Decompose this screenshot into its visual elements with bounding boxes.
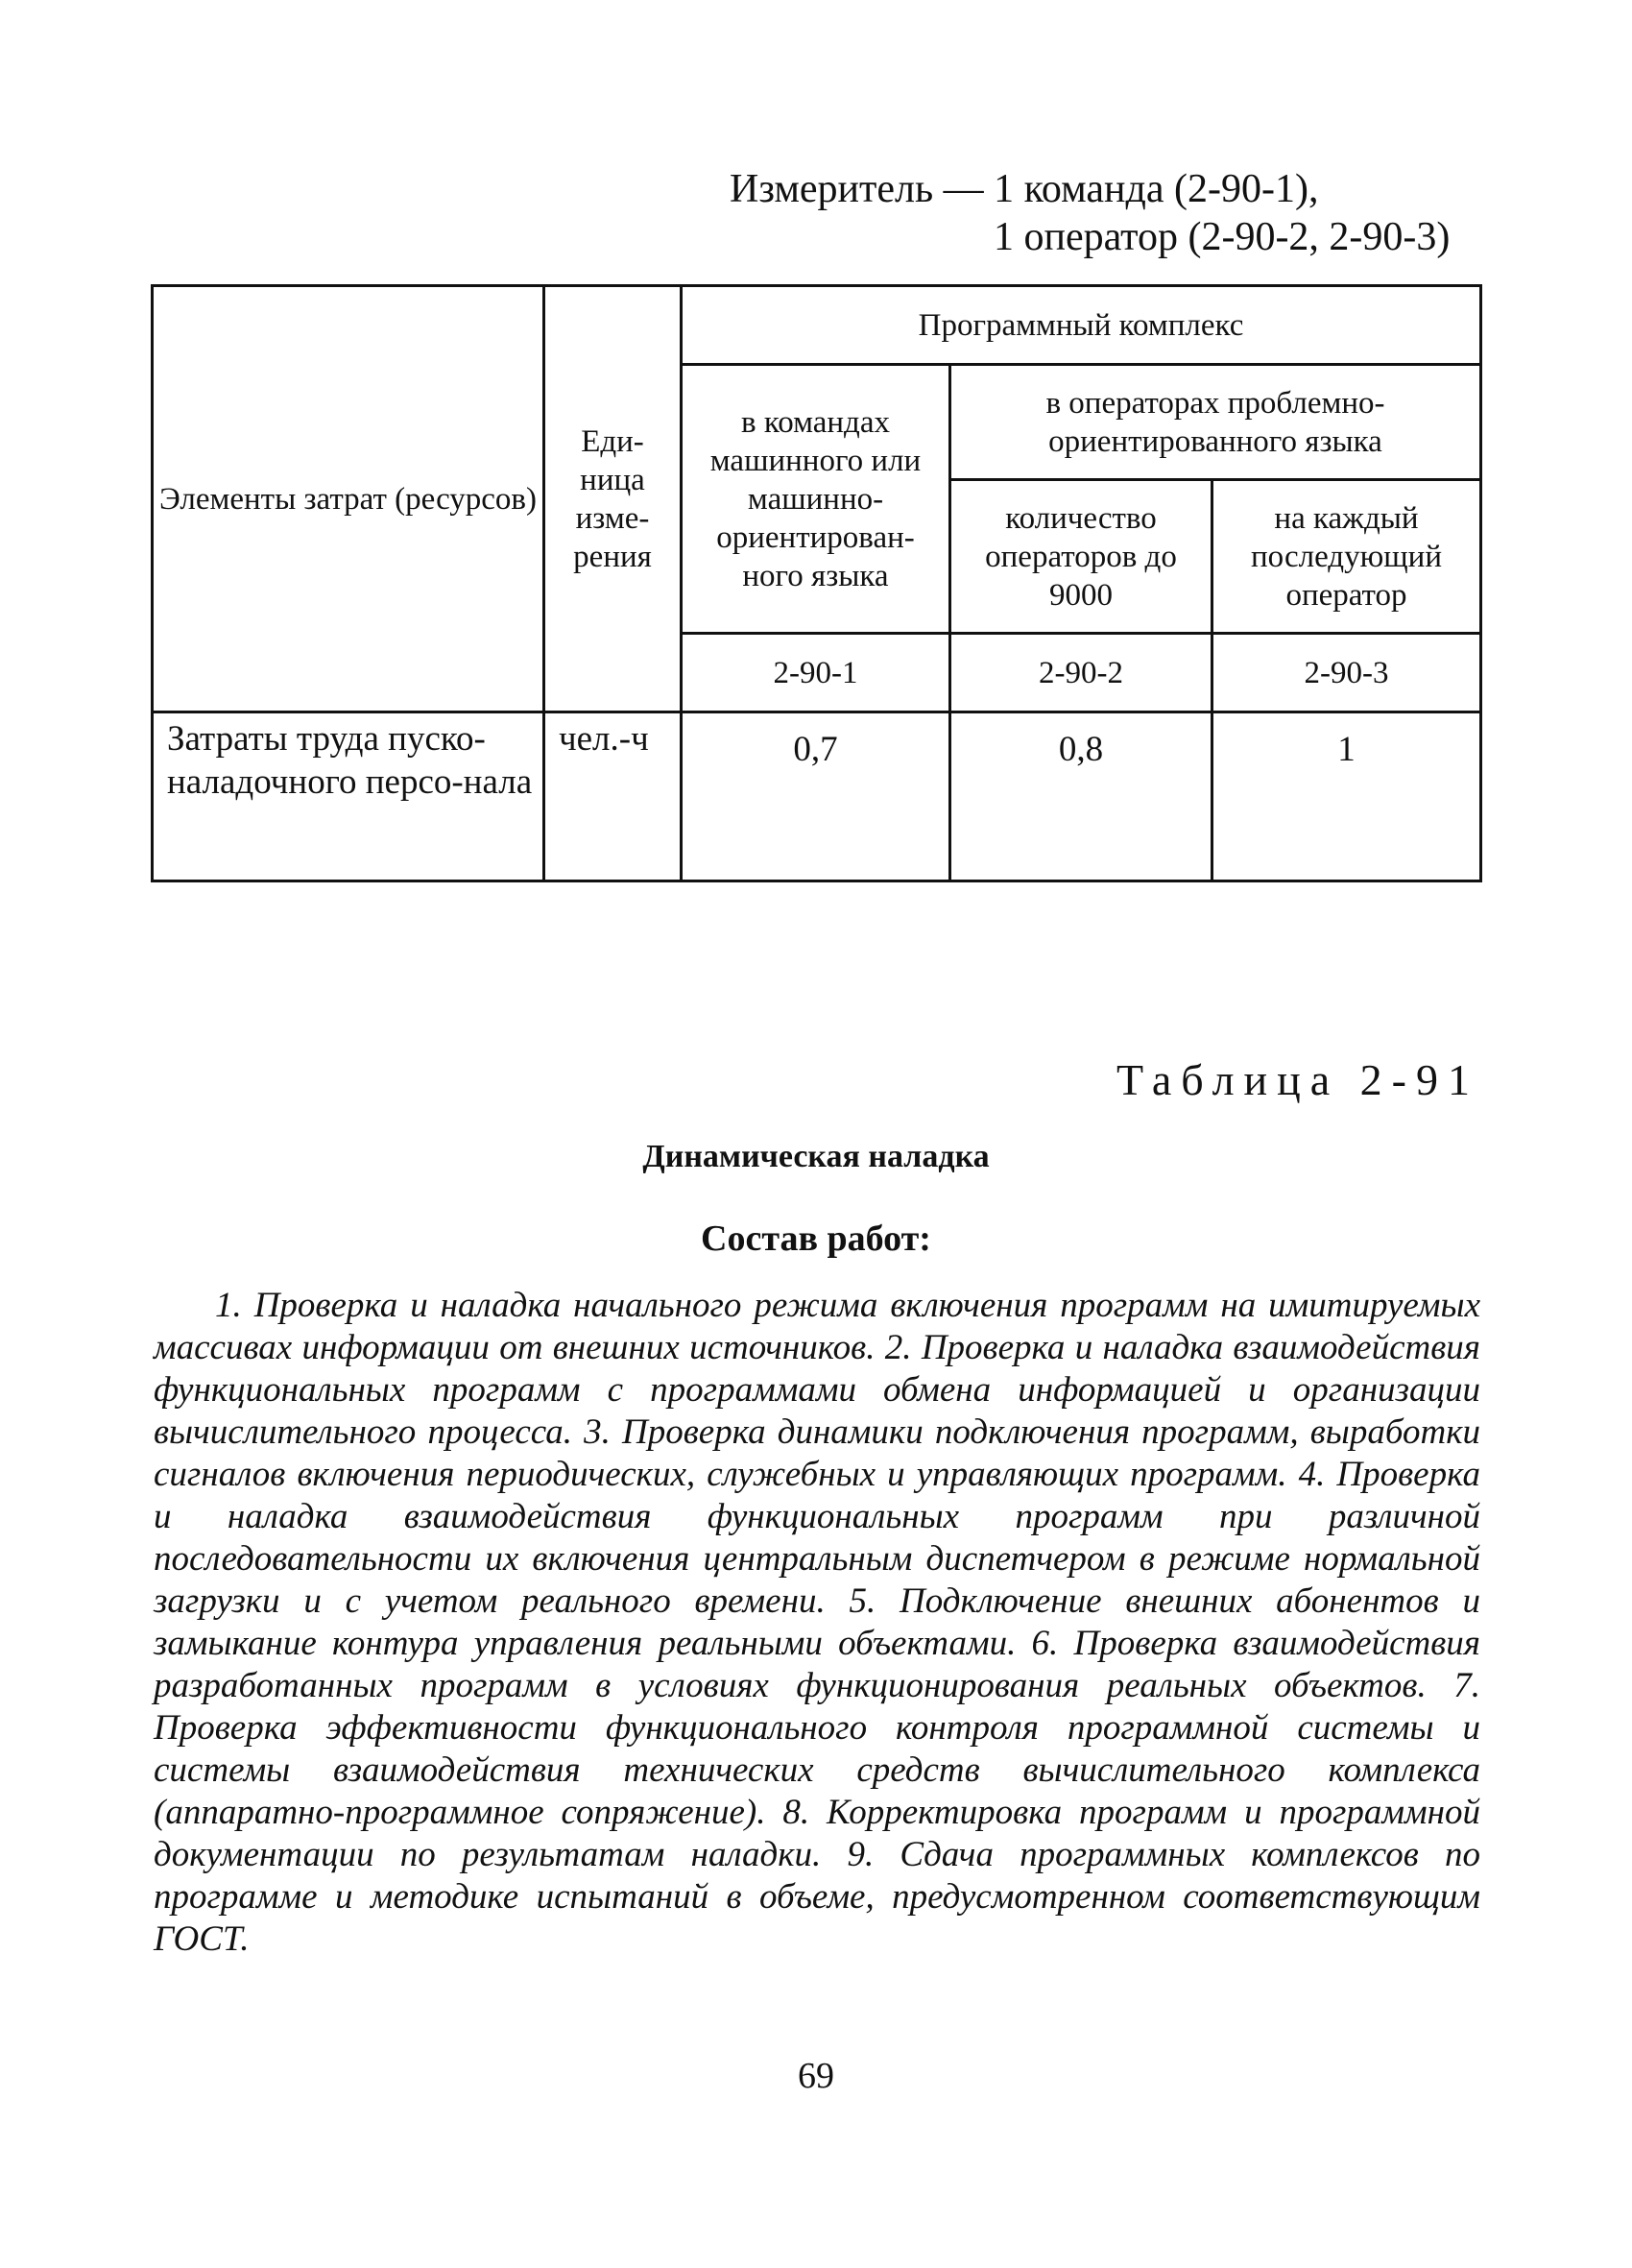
section-title: Динамическая наладка <box>642 1139 990 1174</box>
header-operators: в операторах проблемно-ориентированного языка <box>950 365 1481 480</box>
page-number: 69 <box>798 2056 834 2096</box>
code-cell: 2-90-2 <box>950 634 1212 712</box>
meter-line-2: 1 оператор (2-90-2, 2-90-3) <box>994 215 1451 259</box>
value-cell: 0,7 <box>682 712 950 881</box>
header-machine-lang: в командах машинного или машинно-ориентирован-ного языка <box>682 365 950 634</box>
table-number: Таблица 2-91 <box>1116 1055 1479 1104</box>
header-count: количество операторов до 9000 <box>950 480 1212 634</box>
row-unit: чел.-ч <box>544 712 682 881</box>
header-unit: Еди-ница изме-рения <box>544 286 682 712</box>
row-element: Затраты труда пуско-наладочного персо-нала <box>153 712 544 881</box>
resource-table <box>151 284 1482 882</box>
header-complex: Программный комплекс <box>682 286 1481 365</box>
header-elements: Элементы затрат (ресурсов) <box>153 286 544 712</box>
meter-line-1: Измеритель — 1 команда (2-90-1), <box>730 167 1319 211</box>
header-each: на каждый последующий оператор <box>1212 480 1481 634</box>
section-subtitle: Состав работ: <box>701 1218 931 1259</box>
works-paragraph: 1. Проверка и наладка начального режима включения программ на имитируемых массивах информации от внешних источников. 2. Проверка и наладка взаимодействия функциональных программ с программами обмена информацией и организации вычислительного процесса. 3. Проверка динамики подключения программ, выработки сигналов включения периодических, служебных и управляющих программ. 4. Проверка и наладка взаимодействия функциональных программ при различной последовательности их включения центральным диспетчером в режиме нормальной загрузки и с учетом реального времени. 5. Подключение внешних абонентов и замыкание контура управления реальными объектами. 6. Проверка взаимодействия разработанных программ в условиях функционирования реальных объектов. 7. Проверка эффективности функционального контроля программной системы и системы взаимодействия технических средств вычислительного комплекса (аппаратно-программное сопряжение). 8. Корректировка программ и программной документации по результатам наладки. 9. Сдача программных комплексов по программе и методике испытаний в объеме, предусмотренном соответствующим ГОСТ. <box>154 1286 1480 1959</box>
value-cell: 0,8 <box>950 712 1212 881</box>
meter-note <box>730 165 1488 261</box>
value-cell: 1 <box>1212 712 1481 881</box>
code-cell: 2-90-1 <box>682 634 950 712</box>
code-cell: 2-90-3 <box>1212 634 1481 712</box>
